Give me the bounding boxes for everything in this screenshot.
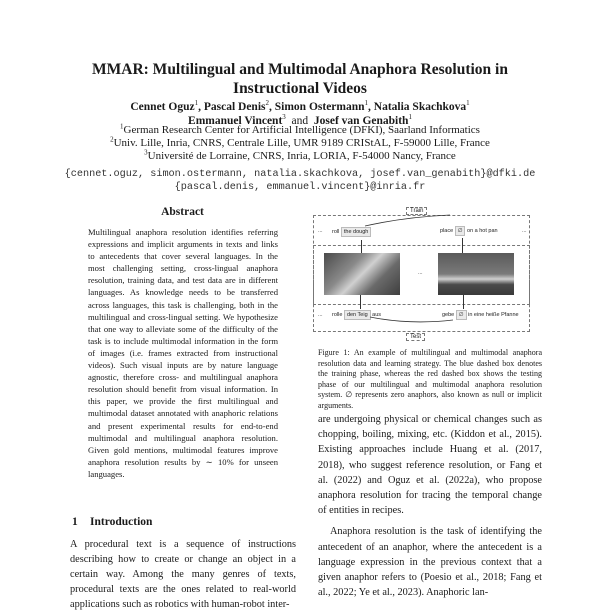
- zero-anaphor-box: ∅: [456, 310, 467, 320]
- affiliation-marker: 1: [408, 113, 412, 122]
- zero-anaphor-box: ∅: [455, 226, 466, 236]
- email-line: {pascal.denis, emmanuel.vincent}@inria.fr: [174, 182, 426, 193]
- author: Cennet Oguz: [130, 101, 195, 113]
- figure-caption: Figure 1: An example of multilingual and multimodal anaphora resolution data and learning strategy. The blue dashed box denotes the training phase, whereas the red dashed box shows the testing phase of our multilingual and multimodal anaphora resolution system. ∅ represents zero anaphors, also known as null or implicit arguments.: [318, 348, 542, 410]
- author: Josef van Genabith: [313, 115, 409, 127]
- test-label: Test: [406, 333, 425, 341]
- abstract-heading: Abstract: [161, 206, 204, 218]
- affiliation: $^3$Université de Lorraine, CNRS, Inria, LORIA, F-54000 Nancy, France: [144, 148, 456, 162]
- affiliation-marker: 3: [282, 113, 286, 122]
- english-phrase-2: place ∅ on a hot pan: [440, 228, 498, 234]
- affiliation-marker: 1: [364, 99, 369, 108]
- introduction-text: A procedural text is a sequence of instructions describing how to create or change an object in a certain way. Among the many genres of texts, procedural texts are the ones related to real-world applications such as robotics with human-robot inter-: [70, 539, 296, 610]
- paragraph: Anaphora resolution is the task of identifying the antecedent of an anaphor, where the antecedent is a language expression in the previous context that a given anaphor refers to (Poesio et al., 2018; Fang et al., 2022; Ye et al., 2023). Anaphoric lan-: [318, 526, 542, 599]
- affiliation-marker: 1: [194, 99, 199, 108]
- train-label: Train: [406, 207, 427, 215]
- title-line-1: MMAR: Multilingual and Multimodal Anaphora Resolution in: [92, 61, 508, 78]
- author: Pascal Denis: [203, 101, 266, 113]
- author: Simon Ostermann: [274, 101, 365, 113]
- anaphor-link-arrows-icon: [310, 205, 550, 340]
- author: Emmanuel Vincent: [188, 115, 283, 127]
- author: Natalia Skachkova: [373, 101, 467, 113]
- affiliation-marker: 2: [265, 99, 269, 108]
- english-phrase-1: roll the dough: [332, 227, 371, 237]
- title-line-2: Instructional Videos: [233, 80, 367, 97]
- and-word: and: [291, 115, 309, 127]
- german-phrase-1: rolle den Teig aus: [332, 312, 382, 318]
- email-line: {cennet.oguz, simon.ostermann, natalia.skachkova, josef.van_genabith}@dfki.de: [64, 169, 536, 180]
- german-phrase-2: gebe ∅ in eine heiße Pfanne: [442, 312, 519, 318]
- affiliation: $^2$Univ. Lille, Inria, CNRS, Centrale Lille, UMR 9189 CRIStAL, F-59000 Lille, France: [110, 135, 490, 149]
- affiliations: [0, 124, 600, 163]
- author-emails: [0, 168, 600, 194]
- paper-title: [0, 60, 600, 98]
- abstract-text: Multilingual anaphora resolution identifies referring expressions and implicit arguments in texts and links to antecedents that cover several languages. In the most challenging setting, cross-lingual anaphora resolution, training data, and test data are in different languages. As knowledge needs to be transferred across languages, this task is challenging, both in the multilingual and cross-lingual setting. We hypothesize that one way to alleviate some of the difficulty of the task is to include multimodal information in the form of images (i.e. frames extracted from instructional videos). Such visual inputs are by nature language agnostic, therefore cross- and multilingual anaphora resolution should benefit from visual information. In this paper, we provide the first multilingual and multimodal dataset annotated with anaphoric relations and present experimental results for end-to-end multimodal and multilingual anaphora resolution. Given gold mentions, multimodal features improve anaphora resolution results by ∼ 10% for unseen languages.: [88, 227, 278, 479]
- paragraph: are undergoing physical or chemical changes such as chopping, boiling, mixing, etc. (Kiddon et al., 2015). Existing approaches include Huang et al. (2017, 2018), who suggest reference resolution, or Fang et al. (2022) and Oguz et al. (2022a), who propose anaphora resolution for tracing the temporal change of entities in recipes.: [318, 414, 542, 517]
- right-column-text: [318, 412, 542, 600]
- affiliation-marker: 1: [466, 99, 470, 108]
- affiliation: $^1$German Research Center for Artificial Intelligence (DFKI), Saarland Informatics: [120, 122, 480, 136]
- antecedent-box: den Teig: [344, 310, 371, 320]
- section-heading-introduction: 1 Introduction: [72, 516, 153, 528]
- figure-1: Train Test ... roll the dough place ∅ on a hot pan ... ... ... rolle den Teig aus gebe ∅ in eine heiße Pfanne: [310, 205, 550, 340]
- antecedent-box: the dough: [341, 227, 371, 237]
- author-list: Cennet Oguz$^1$, Pascal Denis$^2$, Simon Ostermann$^1$, Natalia Skachkova$^1$ Emmanuel Vincent$^3$ and Josef van Genabith$^1$: [130, 99, 470, 127]
